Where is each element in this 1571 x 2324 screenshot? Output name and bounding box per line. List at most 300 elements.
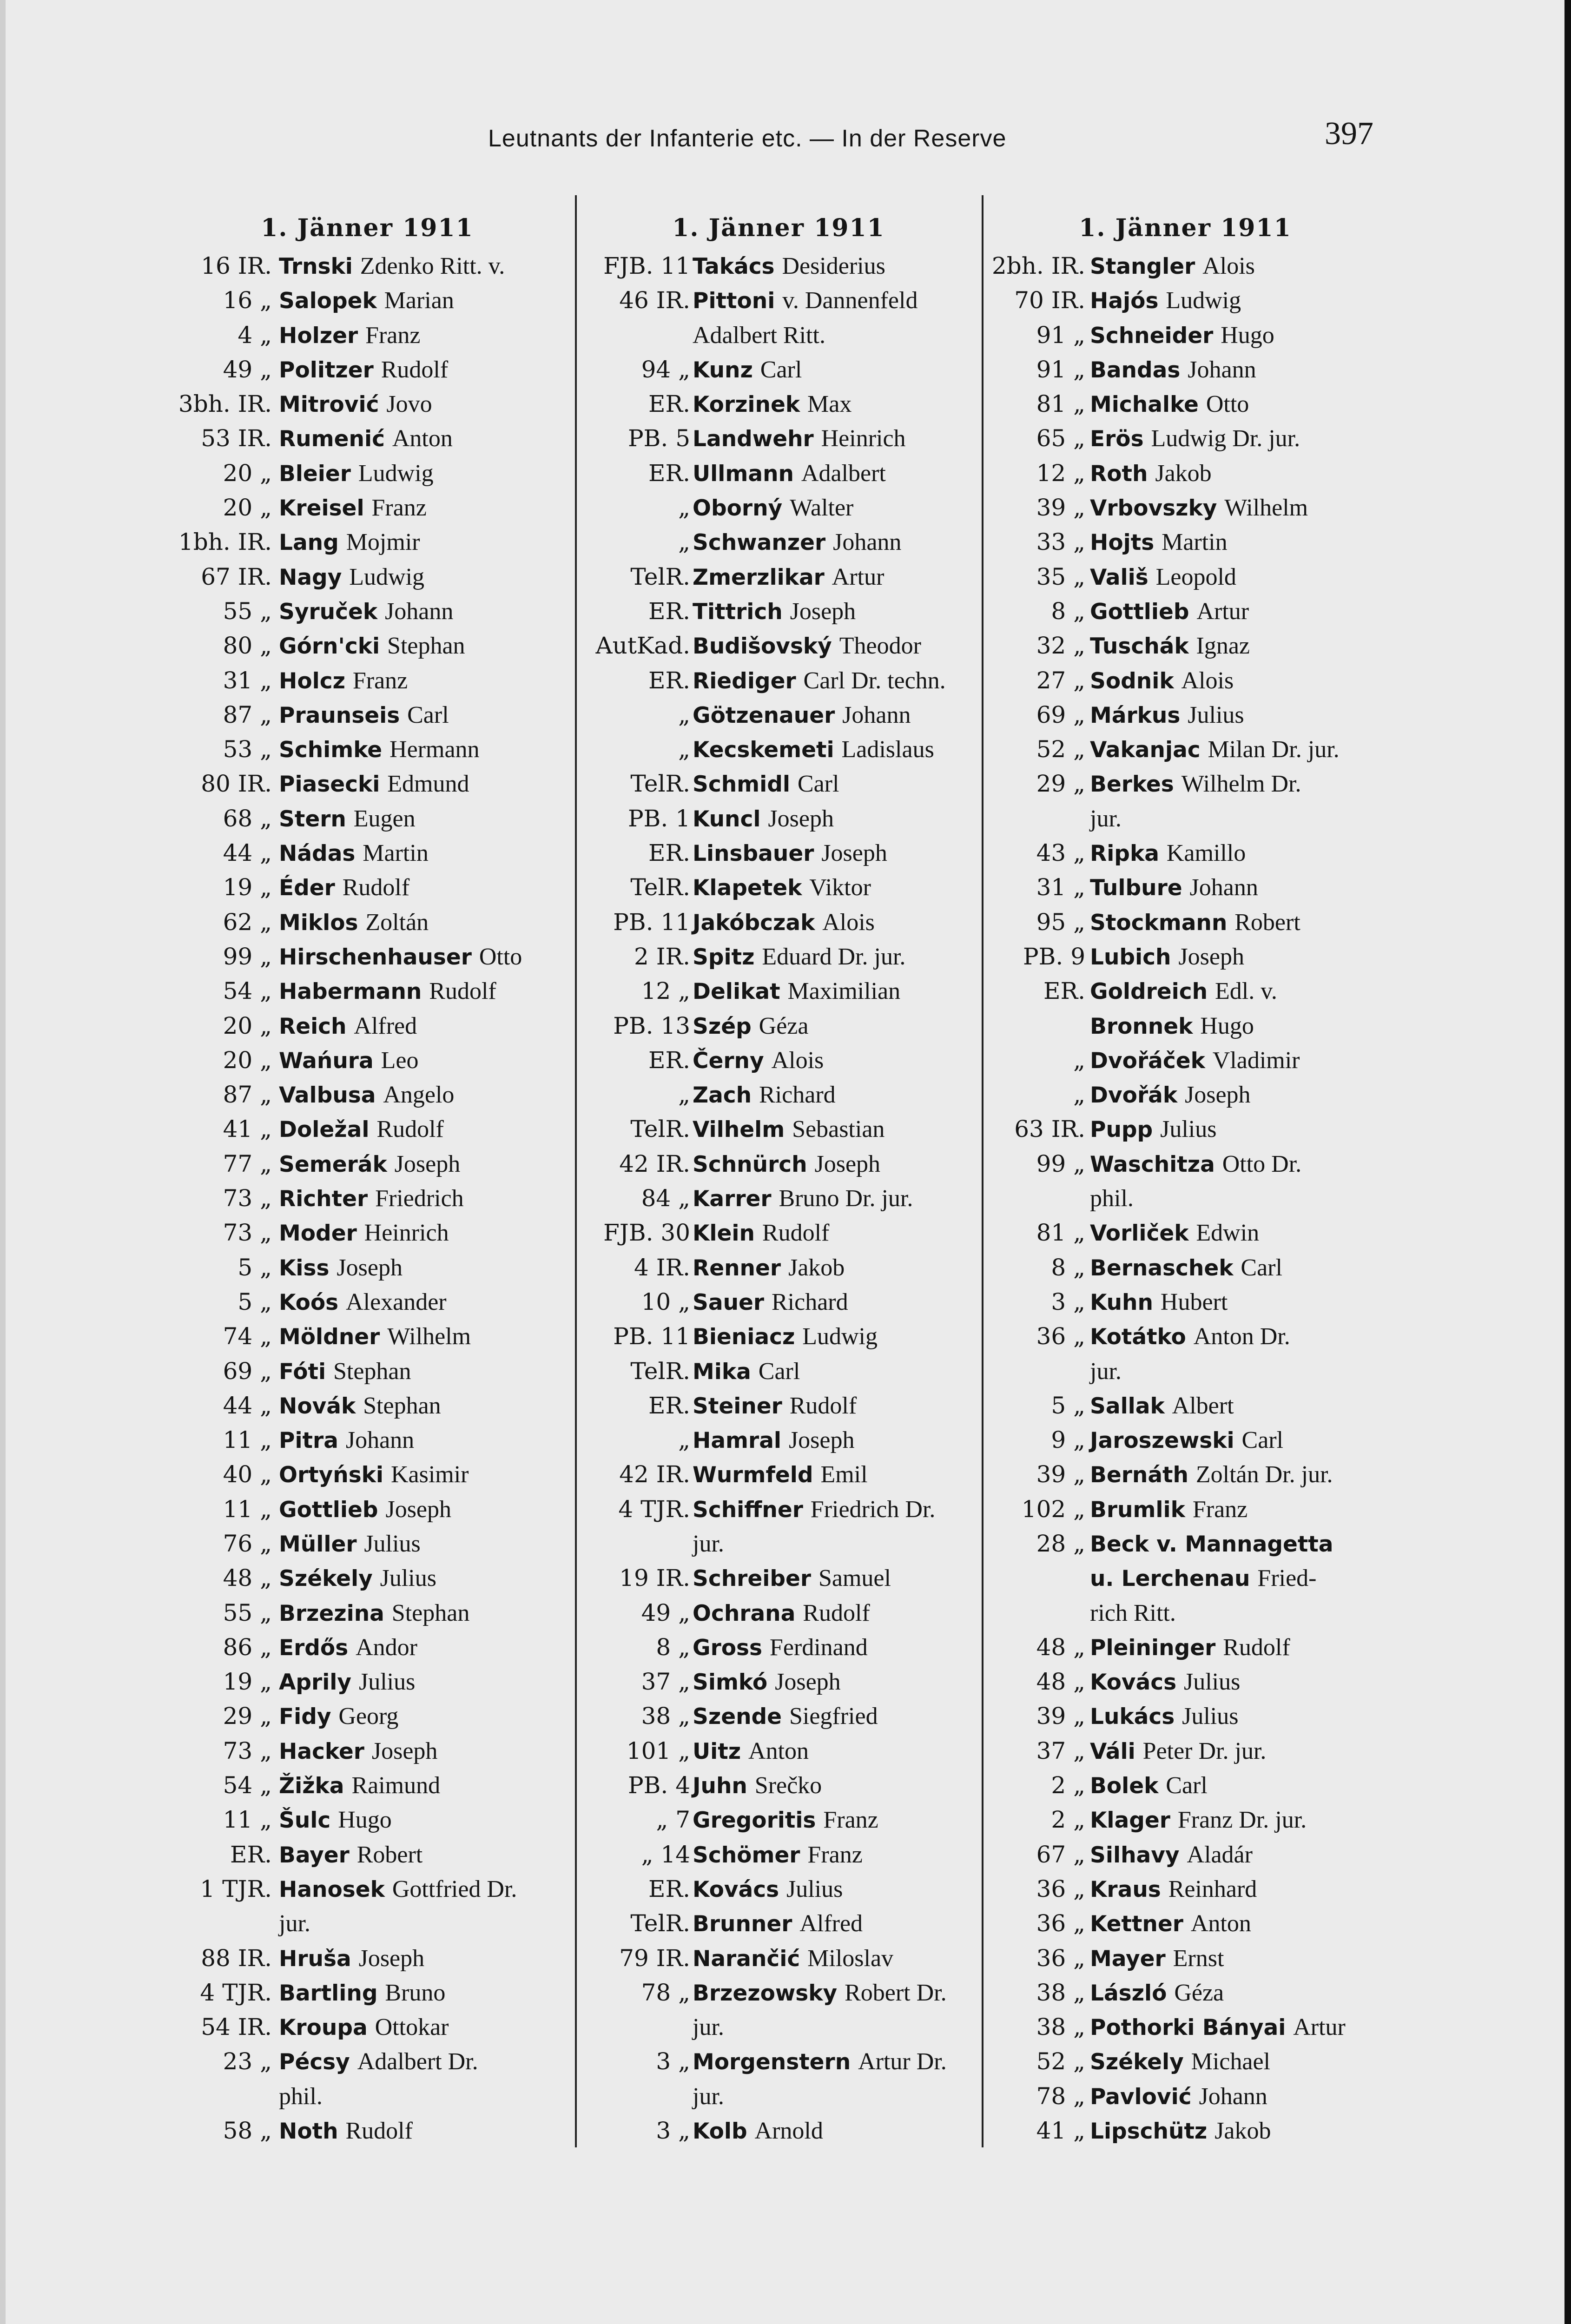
list-item: [167, 1492, 567, 1526]
surname: Klein: [693, 1221, 755, 1247]
list-item: [579, 1906, 978, 1941]
unit-label: 73 „: [223, 1185, 272, 1212]
surname: Kiss: [279, 1255, 330, 1281]
unit-label: „: [678, 701, 690, 728]
given-name: Carl: [1241, 1427, 1284, 1454]
list-item: [579, 1077, 978, 1112]
given-name: Michael: [1191, 2048, 1270, 2075]
list-item: [167, 1906, 567, 1941]
surname: Vilhelm: [693, 1117, 785, 1143]
unit-label: 35 „: [1036, 563, 1085, 590]
unit-label: 77 „: [223, 1150, 272, 1177]
given-name: Albert: [1172, 1392, 1234, 1419]
surname: Lubich: [1090, 944, 1171, 970]
given-name: Jakob: [1215, 2118, 1271, 2145]
given-name: rich Ritt.: [1090, 1599, 1176, 1626]
given-name: Jakob: [788, 1254, 845, 1281]
person-name: [279, 1630, 417, 1665]
unit-label: 74 „: [223, 1323, 272, 1350]
surname: Klapetek: [693, 875, 802, 901]
list-item: [579, 1009, 978, 1043]
person-name: [693, 1250, 845, 1286]
person-name: [693, 628, 921, 664]
given-name: Artur: [1196, 598, 1249, 625]
list-item: [579, 1699, 978, 1733]
given-name: Anton: [1190, 1910, 1251, 1937]
unit-label: 63 IR.: [1014, 1116, 1085, 1143]
given-name: Raimund: [351, 1772, 441, 1799]
unit-label: 91 „: [1036, 356, 1085, 383]
surname: Aprily: [279, 1670, 352, 1696]
surname: Bayer: [279, 1842, 350, 1868]
given-name: jur.: [279, 1910, 310, 1937]
surname: Kotátko: [1090, 1324, 1186, 1350]
given-name: Carl: [797, 771, 839, 798]
person-name: [279, 663, 408, 699]
unit-label: FJB. 11: [603, 252, 690, 279]
list-item: [579, 836, 978, 870]
list-item: [985, 594, 1385, 628]
given-name: Joseph: [337, 1254, 403, 1281]
unit-label: 16 IR.: [201, 252, 272, 279]
given-name: Stephan: [387, 633, 465, 660]
unit-label: 2 „: [1051, 1806, 1085, 1834]
person-name: [279, 2010, 449, 2045]
given-name: Joseph: [814, 1150, 881, 1177]
given-name: Franz: [365, 322, 421, 349]
surname: Politzer: [279, 357, 374, 383]
person-name: [693, 905, 875, 940]
person-name: [1090, 1457, 1333, 1492]
person-name: [693, 2113, 823, 2149]
person-name: [279, 1872, 517, 1907]
unit-label: 67 IR.: [201, 563, 272, 590]
surname: Bronnek: [1090, 1013, 1193, 1039]
list-item: [985, 766, 1385, 801]
person-name: [693, 939, 905, 975]
unit-label: 94 „: [641, 356, 690, 383]
given-name: Joseph: [788, 1427, 855, 1454]
surname: Sauer: [693, 1289, 765, 1315]
given-name: Julius: [786, 1875, 843, 1902]
unit-label: 95 „: [1036, 908, 1085, 936]
given-name: Ludwig Dr. jur.: [1151, 425, 1300, 452]
person-name: [279, 1250, 403, 1286]
unit-label: „: [1073, 1046, 1085, 1074]
list-item: [167, 1285, 567, 1319]
list-item: [579, 1181, 978, 1215]
person-name: [279, 249, 505, 284]
given-name: Srečko: [754, 1772, 822, 1799]
given-name: Rudolf: [345, 2118, 413, 2145]
given-name: Johann: [385, 598, 454, 625]
person-name: [279, 1009, 417, 1044]
unit-label: 1bh. IR.: [178, 528, 272, 556]
column-divider-2: [982, 195, 984, 2147]
column-divider-1: [575, 195, 577, 2147]
list-item: [985, 1664, 1385, 1699]
list-item: [985, 1768, 1385, 1802]
person-name: [279, 1492, 451, 1527]
surname: Górn'cki: [279, 634, 380, 660]
person-name: [693, 1215, 829, 1251]
person-name: [279, 1941, 424, 1976]
list-item: [579, 628, 978, 663]
given-name: Otto: [479, 943, 522, 970]
list-item: [985, 628, 1385, 663]
given-name: Hubert: [1160, 1288, 1228, 1315]
surname: Piasecki: [279, 772, 380, 798]
person-name: [693, 318, 825, 353]
given-name: Carl: [1241, 1254, 1282, 1281]
given-name: Desiderius: [782, 253, 885, 279]
unit-label: 48 „: [223, 1565, 272, 1592]
given-name: Kamillo: [1166, 840, 1246, 867]
person-name: [279, 836, 429, 871]
surname: Holzer: [279, 323, 358, 349]
person-name: [693, 560, 884, 595]
person-name: [279, 974, 496, 1009]
given-name: Hermann: [389, 736, 480, 763]
surname: Simkó: [693, 1670, 768, 1696]
surname: Vališ: [1090, 564, 1149, 590]
unit-label: ER.: [648, 597, 690, 625]
given-name: Gottfried Dr.: [392, 1875, 517, 1902]
surname: Jakóbczak: [693, 910, 815, 936]
surname: Budišovský: [693, 634, 832, 660]
list-item: [579, 1457, 978, 1492]
unit-label: TelR.: [630, 1116, 690, 1143]
given-name: Adalbert Dr.: [357, 2048, 478, 2075]
given-name: Leopold: [1155, 563, 1236, 590]
unit-label: 44 „: [223, 839, 272, 867]
unit-label: PB. 5: [628, 425, 690, 452]
given-name: Franz: [371, 495, 427, 522]
surname: Koós: [279, 1289, 339, 1315]
given-name: Martin: [1162, 529, 1228, 556]
surname: Lukács: [1090, 1704, 1175, 1730]
list-item: [985, 836, 1385, 870]
given-name: Hugo: [338, 1807, 392, 1834]
surname: Hojts: [1090, 530, 1155, 556]
list-item: [985, 1423, 1385, 1457]
unit-label: 42 IR.: [619, 1150, 690, 1177]
given-name: Joseph: [821, 840, 887, 867]
list-item: [167, 1872, 567, 1906]
list-item: [167, 1423, 567, 1457]
person-name: [1090, 1319, 1290, 1354]
given-name: Joseph: [1178, 943, 1244, 970]
surname: Beck v. Mannagetta: [1090, 1531, 1333, 1557]
list-item: [579, 387, 978, 421]
list-item: [579, 560, 978, 594]
list-item: [985, 1457, 1385, 1492]
person-name: [1090, 1906, 1251, 1941]
surname: Goldreich: [1090, 979, 1208, 1005]
person-name: [693, 594, 856, 629]
person-name: [279, 318, 420, 353]
surname: Tuschák: [1090, 634, 1189, 660]
person-name: [1090, 905, 1300, 940]
list-item: [985, 1734, 1385, 1768]
person-name: [1090, 249, 1255, 284]
surname: Spitz: [693, 944, 755, 970]
given-name: Otto Dr.: [1222, 1150, 1302, 1177]
person-name: [279, 1734, 437, 1769]
list-item: [985, 1802, 1385, 1837]
person-name: [1090, 1526, 1333, 1562]
surname: Éder: [279, 875, 335, 901]
person-name: [1090, 2044, 1270, 2080]
list-item: [579, 1147, 978, 1181]
given-name: Géza: [1174, 1979, 1224, 2006]
given-name: Ignaz: [1196, 633, 1250, 660]
given-name: Ludwig: [802, 1323, 878, 1350]
unit-label: 4 „: [238, 321, 272, 349]
unit-label: 3 „: [656, 2117, 690, 2145]
list-item: [985, 1975, 1385, 2010]
person-name: [693, 1147, 880, 1182]
surname: Mika: [693, 1359, 751, 1385]
unit-label: PB. 4: [628, 1772, 690, 1799]
person-name: [693, 974, 900, 1009]
given-name: Adalbert: [801, 460, 886, 487]
surname: Doležal: [279, 1117, 370, 1143]
list-item: [167, 525, 567, 559]
surname: Salopek: [279, 288, 377, 314]
given-name: jur.: [1090, 805, 1122, 832]
person-name: [1090, 525, 1228, 560]
list-item: [579, 421, 978, 456]
person-name: [693, 1388, 857, 1424]
given-name: Alfred: [799, 1910, 863, 1937]
unit-label: 20 „: [223, 1012, 272, 1039]
unit-label: 52 „: [1036, 736, 1085, 763]
person-name: [1090, 663, 1234, 699]
given-name: Bruno Dr. jur.: [779, 1185, 913, 1212]
surname: Linsbauer: [693, 841, 814, 867]
unit-label: 54 „: [223, 977, 272, 1005]
given-name: Wilhelm Dr.: [1181, 771, 1301, 798]
given-name: Alois: [771, 1047, 824, 1074]
given-name: Max: [807, 391, 852, 418]
given-name: Robert: [356, 1841, 423, 1868]
given-name: Friedrich: [375, 1185, 464, 1212]
list-item: [985, 1009, 1385, 1043]
list-item: [579, 1250, 978, 1285]
unit-label: ER.: [648, 1046, 690, 1074]
surname: Erös: [1090, 426, 1144, 452]
unit-label: 4 TJR.: [200, 1979, 272, 2006]
person-name: [1090, 1561, 1317, 1596]
unit-label: „ 7: [656, 1806, 690, 1834]
list-item: [985, 490, 1385, 525]
given-name: Franz: [823, 1807, 878, 1834]
unit-label: 37 „: [1036, 1737, 1085, 1764]
given-name: jur.: [693, 1530, 724, 1557]
person-name: [1090, 456, 1212, 491]
given-name: Viktor: [809, 874, 871, 901]
list-item: [985, 2113, 1385, 2148]
surname: Kuhn: [1090, 1289, 1153, 1315]
list-item: [167, 1250, 567, 1285]
unit-label: 33 „: [1036, 528, 1085, 556]
list-item: [579, 1043, 978, 1077]
surname: Waschitza: [1090, 1151, 1215, 1177]
list-item: [579, 663, 978, 698]
person-name: [279, 1768, 440, 1803]
unit-label: 28 „: [1036, 1530, 1085, 1557]
surname: Brzezowsky: [693, 1980, 838, 2006]
unit-label: 43 „: [1036, 839, 1085, 867]
unit-label: 80 IR.: [201, 770, 272, 798]
unit-label: TelR.: [630, 563, 690, 590]
person-name: [693, 456, 886, 491]
given-name: Julius: [1182, 1703, 1239, 1730]
unit-label: 32 „: [1036, 632, 1085, 660]
surname: Wańura: [279, 1048, 374, 1074]
person-name: [693, 1077, 836, 1113]
person-name: [1090, 1250, 1282, 1286]
list-item: [167, 801, 567, 836]
list-item: [985, 905, 1385, 939]
unit-label: 38 „: [1036, 2014, 1085, 2041]
list-item: [167, 318, 567, 352]
given-name: Ludwig: [349, 563, 425, 590]
surname: Valbusa: [279, 1083, 376, 1109]
list-item: [579, 249, 978, 283]
surname: László: [1090, 1980, 1167, 2006]
given-name: Rudolf: [429, 978, 496, 1005]
surname: Noth: [279, 2119, 338, 2145]
column-title: 1. Jänner 1911: [672, 214, 885, 242]
given-name: Franz: [352, 667, 408, 694]
given-name: Julius: [1183, 1669, 1241, 1696]
unit-label: 37 „: [641, 1668, 690, 1696]
column-title: 1. Jänner 1911: [261, 214, 474, 242]
list-item: [167, 352, 567, 387]
person-name: [693, 1837, 863, 1873]
unit-label: 69 „: [1036, 701, 1085, 728]
person-name: [279, 2044, 478, 2080]
surname: Ortyński: [279, 1462, 384, 1488]
person-name: [1090, 560, 1236, 595]
unit-label: 23 „: [223, 2048, 272, 2075]
person-name: [693, 1768, 822, 1803]
surname: Sallak: [1090, 1393, 1165, 1419]
person-name: [279, 1596, 469, 1631]
given-name: phil.: [1090, 1185, 1134, 1212]
unit-label: 27 „: [1036, 667, 1085, 694]
given-name: Géza: [759, 1012, 809, 1039]
person-name: [1090, 801, 1122, 837]
given-name: Andor: [356, 1634, 417, 1661]
surname: Schiffner: [693, 1497, 803, 1523]
given-name: jur.: [693, 2083, 724, 2110]
given-name: Joseph: [394, 1150, 461, 1177]
person-name: [279, 1215, 449, 1251]
person-name: [1090, 698, 1244, 733]
page-left-edge: [0, 0, 6, 2324]
list-item: [579, 525, 978, 559]
list-item: [985, 1043, 1385, 1077]
person-name: [279, 1837, 422, 1873]
given-name: phil.: [279, 2083, 323, 2110]
surname: Brunner: [693, 1911, 792, 1937]
list-item: [167, 1388, 567, 1423]
given-name: Martin: [363, 840, 429, 867]
surname: Vorliček: [1090, 1221, 1189, 1247]
surname: Bieniacz: [693, 1324, 795, 1350]
given-name: Rudolf: [803, 1599, 870, 1626]
person-name: [279, 698, 449, 733]
person-name: [279, 421, 453, 456]
given-name: Rudolf: [789, 1392, 857, 1419]
person-name: [693, 870, 871, 905]
unit-label: PB. 13: [613, 1012, 690, 1039]
surname: Kolb: [693, 2119, 747, 2145]
given-name: Franz Dr. jur.: [1177, 1807, 1307, 1834]
list-item: [985, 1872, 1385, 1906]
column-title: 1. Jänner 1911: [1079, 214, 1292, 242]
unit-label: 5 „: [1051, 1392, 1085, 1419]
list-item: [579, 939, 978, 974]
given-name: Alexander: [346, 1288, 447, 1315]
person-name: [279, 905, 429, 940]
surname: Hirschenhauser: [279, 944, 472, 970]
surname: Schmidl: [693, 772, 791, 798]
unit-label: 48 „: [1036, 1668, 1085, 1696]
unit-label: 20 „: [223, 459, 272, 487]
surname: Moder: [279, 1221, 357, 1247]
surname: Schimke: [279, 737, 383, 763]
unit-label: 36 „: [1036, 1910, 1085, 1937]
unit-label: 29 „: [1036, 770, 1085, 798]
person-name: [1090, 1734, 1266, 1769]
surname: Černy: [693, 1048, 764, 1074]
list-item: [579, 1112, 978, 1146]
unit-label: 39 „: [1036, 1461, 1085, 1488]
list-item: [579, 2010, 978, 2044]
unit-label: ER.: [230, 1841, 272, 1868]
list-item: [167, 1077, 567, 1112]
surname: Székely: [1090, 2049, 1184, 2075]
list-item: [579, 318, 978, 352]
surname: Schnürch: [693, 1151, 807, 1177]
surname: Žižka: [279, 1773, 344, 1799]
person-name: [1090, 766, 1301, 802]
given-name: Zdenko Ritt. v.: [360, 253, 505, 279]
list-item: [579, 352, 978, 387]
person-name: [1090, 1388, 1234, 1424]
unit-label: 16 „: [223, 287, 272, 314]
list-item: [167, 421, 567, 456]
person-name: [693, 1561, 891, 1596]
list-item: [985, 456, 1385, 490]
surname: Narančić: [693, 1946, 800, 1972]
unit-label: „: [678, 736, 690, 763]
surname: Kunz: [693, 357, 753, 383]
person-name: [279, 1906, 310, 1941]
person-name: [1090, 974, 1277, 1009]
person-name: [1090, 1354, 1122, 1389]
person-name: [279, 801, 416, 837]
surname: Márkus: [1090, 702, 1181, 728]
person-name: [693, 1112, 885, 1147]
list-item: [985, 1147, 1385, 1181]
list-item: [167, 1043, 567, 1077]
given-name: Joseph: [1185, 1082, 1251, 1109]
